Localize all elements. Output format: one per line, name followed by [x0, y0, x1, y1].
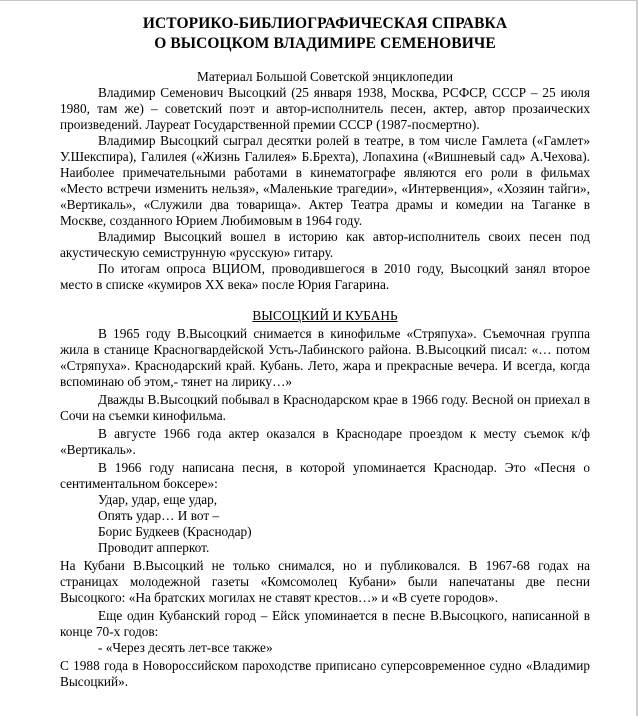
- title-line-1: ИСТОРИКО-БИБЛИОГРАФИЧЕСКАЯ СПРАВКА: [142, 15, 508, 32]
- document-body: [60, 14, 590, 690]
- verse-block: [60, 492, 590, 556]
- section-paragraph-2: Дважды В.Высоцкий побывал в Краснодарском крае в 1966 году. Весной он приехал в Сочи на съемки кинофильма.: [60, 392, 590, 423]
- yeisk-paragraph: Еще один Кубанский город – Ейск упоминается в песне В.Высоцкого, написанной в конце 70-х годов:: [60, 608, 590, 639]
- intro-paragraph-2: Владимир Высоцкий сыграл десятки ролей в театре, в том числе Гамлета («Гамлет» У.Шекспира), Галилея («Жизнь Галилея» Б.Брехта), Лопахина («Вишневый сад» А.Чехова). Наиболее примечательными работами в кинематографе являются его роли в фильмах «Место встречи изменить нельзя», «Маленькие трагедии», «Интервенция», «Хозяин тайги», «Вертикаль», «Служили два товарища». Актер Театра драмы и комедии на Таганке в Москве, созданного Юрием Любимовым в 1964 году.: [60, 133, 590, 228]
- ship-paragraph: С 1988 года в Новороссийском пароходстве приписано суперсовременное судно «Владимир Высоцкий».: [60, 658, 590, 689]
- intro-paragraph-1: Владимир Семенович Высоцкий (25 января 1938, Москва, РСФСР, СССР – 25 июля 1980, там же) – советский поэт и автор-исполнитель песен, актер, автор прозаических произведений. Лауреат Государственной премии СССР (1987-посмертно).: [60, 85, 590, 132]
- document-title: [60, 14, 590, 54]
- page-top-edge: [0, 0, 638, 1]
- intro-paragraph-4: По итогам опроса ВЦИОМ, проводившегося в 2010 году, Высоцкий занял второе место в списке «кумиров XX века» после Юрия Гагарина.: [60, 261, 590, 292]
- verse-line-2: Опять удар… И вот –: [98, 508, 220, 523]
- section-paragraph-4: В 1966 году написана песня, в которой упоминается Краснодар. Это «Песня о сентиментальном боксере»:: [60, 460, 590, 491]
- title-line-2: О ВЫСОЦКОМ ВЛАДИМИРЕ СЕМЕНОВИЧЕ: [154, 35, 496, 52]
- intro-paragraph-3: Владимир Высоцкий вошел в историю как автор-исполнитель своих песен под акустическую семиструнную «русскую» гитару.: [60, 229, 590, 260]
- section-title: ВЫСОЦКИЙ И КУБАНЬ: [252, 308, 398, 323]
- section-paragraph-1: В 1965 году В.Высоцкий снимается в кинофильме «Стряпуха». Съемочная группа жила в станице Красногвардейской Усть-Лабинского района. В.Высоцкий писал: «… потом «Стряпуха». Краснодарский край. Кубань. Лето, жара и прекрасные вечера. И всегда, когда вспоминаю об этом,- тянет на лирику…»: [60, 326, 590, 389]
- verse-line-1: Удар, удар, еще удар,: [98, 492, 218, 507]
- publication-paragraph: На Кубани В.Высоцкий не только снимался, но и публиковался. В 1967-68 годах на страницах молодежной газеты «Комсомолец Кубани» были напечатаны две песни Высоцкого: «На братских могилах не ставят крестов…» и «В суете городов».: [60, 558, 590, 605]
- verse-line-4: Проводит апперкот.: [98, 540, 210, 555]
- verse-line-3: Борис Будкеев (Краснодар): [98, 524, 252, 539]
- section-paragraph-3: В августе 1966 года актер оказался в Краснодаре проездом к месту съемок к/ф «Вертикаль».: [60, 426, 590, 457]
- source-line: Материал Большой Советской энциклопедии: [197, 69, 453, 84]
- song-quote: - «Через десять лет-все также»: [98, 640, 273, 655]
